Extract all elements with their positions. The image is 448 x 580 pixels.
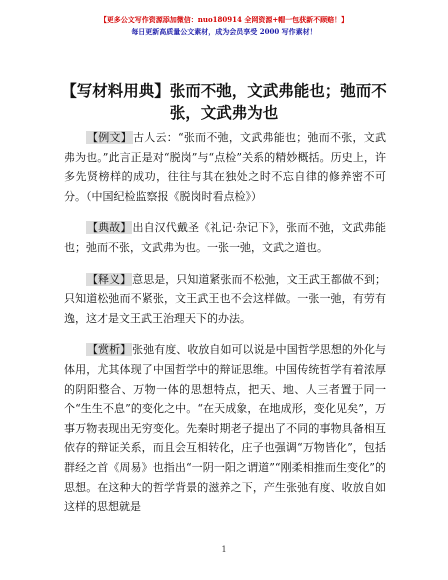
banner-line-1: 【更多公文写作资源添加微信：nuo180914 全网资源+帽一包获新不顾赔！】: [99, 15, 349, 24]
header-banner: [0, 14, 448, 38]
banner-line-2: 每日更新高质量公文素材，成为会员享受 2000 写作素材！: [131, 27, 317, 36]
paragraph-example: [64, 128, 386, 206]
section-tag: 【赏析】: [87, 343, 132, 357]
page-number: 1: [221, 545, 227, 554]
section-tag: 【例文】: [87, 131, 132, 144]
document-body: [64, 128, 386, 529]
paragraph-text: 出自汉代戴圣《礼记·杂记下》，张而不弛，文武弗能也；弛而不张，文武弗为也。一张一弛，文武之道也。: [64, 221, 387, 254]
document-title: 【写材料用典】张而不弛，文武弗能也；弛而不张，文武弗为也: [61, 82, 387, 122]
paragraph-text: 古人云：“张而不弛，文武弗能也；弛而不张，文武弗为也。”此言正是对“脱岗”与“点检”关系的精妙概括。历史上，许多先贤榜样的成功，往往与其在独处之时不忘自律的修养密不可分。（中国纪检监察报《脱岗时看点检》）: [64, 131, 387, 203]
paragraph-meaning: [64, 270, 386, 329]
paragraph-text: 意思是，只知道紧张而不松弛，文王武王都做不到；只知道松弛而不紧张，文王武王也不会这样做。一张一弛，有劳有逸，这才是文王武王治理天下的办法。: [64, 272, 387, 325]
section-tag: 【释义】: [87, 272, 132, 286]
section-tag: 【典故】: [87, 221, 132, 235]
paragraph-text: 张弛有度、收放自如可以说是中国哲学思想的外化与体用，尤其体现了中国哲学中的辩证思维。中国传统哲学有着浓厚的阴阳整合、万物一体的思想特点，把天、地、人三者置于同一个“生生不息”的变化之中。“在天成象，在地成形，变化见矣”，万事万物表现出无穷变化。先秦时期老子提出了不同的事物具备相互依存的辩证关系，而且会互相转化，庄子也强调“万物皆化”，包括群经之首《周易》也指出“一阴一阳之谓道”“刚柔相推而生变化”的思想。在这种大的哲学背景的滋养之下，产生张弛有度、收放自如这样的思想就是: [64, 343, 387, 514]
paragraph-analysis: [64, 340, 386, 516]
paragraph-source: [64, 218, 386, 257]
